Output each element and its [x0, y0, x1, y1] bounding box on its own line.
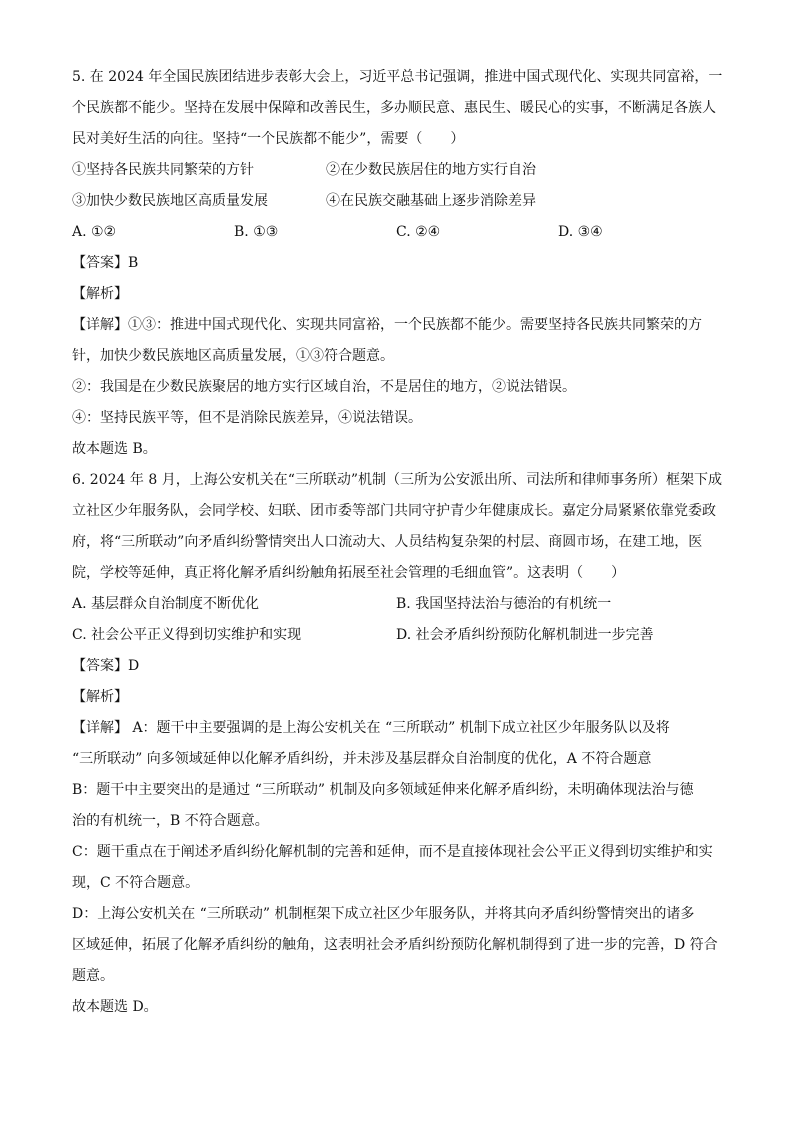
q5-statement: ③加快少数民族地区高质量发展 — [72, 193, 268, 209]
q5-stem-line: 民对美好生活的向往。坚持“一个民族都不能少”，需要（ ） — [72, 131, 465, 147]
q6-options-row — [72, 620, 722, 651]
q6-option: B. 我国坚持法治与德治的有机统一 — [396, 596, 612, 612]
q6-explanation-line: C：题干重点在于阐述矛盾纠纷化解机制的完善和延伸，而不是直接体现社会公平正义得到切实维护和实 — [72, 844, 713, 860]
q6-explanation-line: 区域延伸，拓展了化解矛盾纠纷的触角，这表明社会矛盾纠纷预防化解机制得到了进一步的完善，D 符合 — [72, 937, 718, 953]
q5-option: D. ③④ — [558, 224, 603, 240]
q6-explanation-line: 治的有机统一，B 不符合题意。 — [72, 813, 269, 829]
q5-explanation-line: ④：坚持民族平等，但不是消除民族差异，④说法错误。 — [72, 410, 422, 426]
q6-stem-line: 6. 2024 年 8 月，上海公安机关在“三所联动”机制（三所为公安派出所、司法所和律师事务所）框架下成 — [72, 472, 723, 488]
q6-analysis-label: 【解析】 — [72, 689, 128, 705]
q5-explanation-line: ②：我国是在少数民族聚居的地方实行区域自治，不是居住的地方，②说法错误。 — [72, 379, 576, 395]
q5-answer: 【答案】B — [72, 255, 139, 271]
q6-explanation-line: “三所联动” 向多领域延伸以化解矛盾纠纷，并未涉及基层群众自治制度的优化，A 不符合题意 — [72, 751, 652, 767]
q6-options-row — [72, 589, 722, 620]
q5-explanation-line: 故本题选 B。 — [72, 441, 157, 457]
question-5 — [72, 62, 722, 465]
q5-option: B. ①③ — [234, 224, 279, 240]
q5-option: C. ②④ — [396, 224, 441, 240]
q6-explanation-line: 题意。 — [72, 968, 114, 984]
q6-explanation-line: 现，C 不符合题意。 — [72, 875, 200, 891]
q6-stem-line: 院，学校等延伸，真正将化解矛盾纠纷触角拓展至社会管理的毛细血管”。这表明（ ） — [72, 565, 626, 581]
q5-explanation-line: 【详解】①③：推进中国式现代化、实现共同富裕，一个民族都不能少。需要坚持各民族共同繁荣的方 — [72, 317, 702, 333]
q5-analysis-label: 【解析】 — [72, 286, 128, 302]
q6-explanation-line: B：题干中主要突出的是通过 “三所联动” 机制及向多领域延伸来化解矛盾纠纷，未明确体现法治与德 — [72, 782, 694, 798]
q6-explanation-line: D：上海公安机关在 “三所联动” 机制框架下成立社区少年服务队，并将其向矛盾纠纷警情突出的诸多 — [72, 906, 695, 922]
q6-stem-line: 府，将“三所联动”向矛盾纠纷警情突出人口流动大、人员结构复杂架的村层、商圆市场，在建工地，医 — [72, 534, 703, 550]
q5-statements-row — [72, 155, 722, 186]
q6-option: A. 基层群众自治制度不断优化 — [72, 596, 260, 612]
q6-option: C. 社会公平正义得到切实维护和实现 — [72, 627, 302, 643]
q5-statement: ④在民族交融基础上逐步消除差异 — [326, 193, 536, 209]
q6-explanation-line: 【详解】 A：题干中主要强调的是上海公安机关在 “三所联动” 机制下成立社区少年服务队以及将 — [72, 720, 670, 736]
q6-answer: 【答案】D — [72, 658, 140, 674]
q5-option: A. ①② — [72, 224, 117, 240]
q5-stem-line: 个民族都不能少。坚持在发展中保障和改善民生，多办顺民意、惠民生、暖民心的实事，不断满足各族人 — [72, 100, 716, 116]
q6-explanation-line: 故本题选 D。 — [72, 999, 158, 1015]
question-6 — [72, 465, 722, 1023]
document-page — [72, 62, 722, 1023]
q6-stem-line: 立社区少年服务队，会同学校、妇联、团市委等部门共同守护青少年健康成长。嘉定分局紧紧依靠党委政 — [72, 503, 716, 519]
q5-statements-row — [72, 186, 722, 217]
q5-statement: ①坚持各民族共同繁荣的方针 — [72, 162, 254, 178]
q5-stem-line: 5. 在 2024 年全国民族团结进步表彰大会上，习近平总书记强调，推进中国式现代化、实现共同富裕，一 — [72, 69, 723, 85]
q5-options-row — [72, 217, 722, 248]
q5-explanation-line: 针，加快少数民族地区高质量发展，①③符合题意。 — [72, 348, 394, 364]
q6-option: D. 社会矛盾纠纷预防化解机制进一步完善 — [396, 627, 654, 643]
q5-statement: ②在少数民族居住的地方实行自治 — [326, 162, 536, 178]
